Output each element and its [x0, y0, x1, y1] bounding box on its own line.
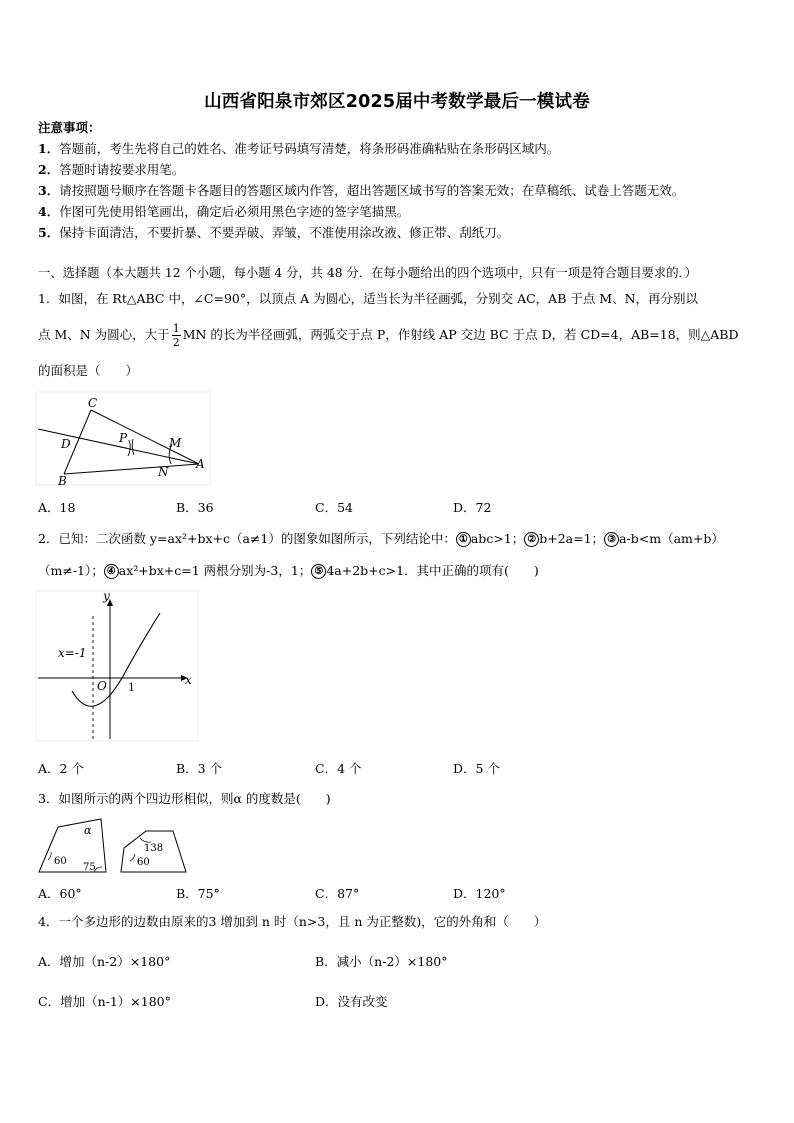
circled-number-4: ④	[104, 564, 119, 579]
notice-num: 4．	[38, 204, 60, 219]
label-p: P	[119, 431, 128, 445]
notice-heading: 注意事项：	[38, 120, 101, 135]
notice-text: 请按照题号顺序在答题卡各题目的答题区域内作答，超出答题区域书写的答案无效；在草稿纸、试卷上答题无效。	[59, 183, 685, 198]
q1-text-a: 点 M、N 为圆心，大于	[38, 327, 170, 342]
notice-item-3	[38, 183, 684, 199]
quadrilateral-1	[39, 819, 106, 872]
label-a: A	[196, 457, 205, 471]
notice-item-5	[38, 225, 509, 241]
q2-conclusion-5: 4a+2b+c>1．其中正确的项有( )	[326, 563, 539, 578]
notice-text: 保持卡面清洁，不要折暴、不要弄破、弄皱，不准使用涂改液、修正带、刮纸刀。	[59, 225, 510, 240]
label-angle-75: 75	[83, 862, 96, 873]
q1-text-b: MN 的长为半径画弧，两弧交于点 P，作射线 AP 交边 BC 于点 D，若 CD=4，AB=18，则△ABD	[182, 327, 739, 342]
q2-option-c[interactable]: C．4 个	[315, 761, 362, 776]
label-x: x	[185, 673, 192, 687]
notice-num: 2．	[38, 162, 60, 177]
circled-number-5: ⑤	[311, 564, 326, 579]
fraction-numerator: 1	[172, 322, 180, 335]
q1-triangle-figure	[36, 392, 211, 487]
q2-parabola-figure	[36, 591, 201, 743]
label-angle-60-b: 60	[137, 857, 150, 868]
label-alpha: α	[84, 824, 92, 837]
circled-number-1: ①	[456, 532, 471, 547]
q1-option-d[interactable]: D．72	[453, 500, 492, 515]
q2-conclusion-3: a-b<m（am+b）	[619, 531, 724, 546]
angle-mark-138	[140, 838, 151, 842]
q2-conclusion-4: ax²+bx+c=1 两根分别为-3，1；	[118, 563, 312, 578]
label-b: B	[58, 474, 67, 488]
label-n: N	[158, 465, 169, 479]
notice-num: 5．	[38, 225, 60, 240]
page-title: 山西省阳泉市郊区2025届中考数学最后一模试卷	[204, 92, 590, 112]
q1-option-a[interactable]: A．18	[38, 500, 76, 515]
q3-quadrilaterals-figure	[36, 816, 196, 878]
q1-option-b[interactable]: B．36	[176, 500, 214, 515]
label-axis-equation: x=-1	[58, 646, 87, 660]
q4-line-1: 4．一个多边形的边数由原来的3 增加到 n 时（n>3，且 n 为正整数)，它的外角和（ ）	[38, 914, 547, 929]
notice-num: 3．	[38, 183, 60, 198]
angle-mark-60-a	[48, 852, 51, 860]
q2-option-b[interactable]: B．3 个	[176, 761, 223, 776]
q1-fraction	[172, 322, 181, 349]
q1-line-3: 的面积是（ ）	[38, 363, 139, 378]
q4-option-b[interactable]: B．减小（n-2）×180°	[315, 954, 448, 969]
label-origin: O	[97, 679, 107, 693]
fraction-denominator: 2	[172, 336, 180, 349]
notice-text: 答题前，考生先将自己的姓名、准考证号码填写清楚，将条形码准确粘贴在条形码区域内。	[59, 141, 560, 156]
q2-text-a: 2．已知：二次函数 y=ax²+bx+c（a≠1）的图象如图所示，下列结论中：	[38, 531, 456, 546]
q2-line-2	[38, 563, 539, 579]
section-heading: 一、选择题（本大题共 12 个小题，每小题 4 分，共 48 分．在每小题给出的四个选项中，只有一项是符合题目要求的．）	[38, 266, 697, 280]
q4-option-d[interactable]: D．没有改变	[315, 994, 388, 1009]
q2-conclusion-1: abc>1；	[470, 531, 525, 546]
label-angle-138: 138	[144, 843, 164, 854]
q3-option-a[interactable]: A．60°	[38, 886, 82, 901]
q4-option-c[interactable]: C．增加（n-1）×180°	[38, 994, 171, 1009]
circled-number-2: ②	[524, 532, 539, 547]
q3-option-b[interactable]: B．75°	[176, 886, 220, 901]
q3-option-c[interactable]: C．87°	[315, 886, 360, 901]
q2-option-d[interactable]: D．5 个	[453, 761, 500, 776]
q2-text-b: （m≠-1）；	[38, 563, 104, 578]
label-d: D	[61, 437, 71, 451]
angle-mark-60-b	[130, 854, 135, 861]
q3-option-d[interactable]: D．120°	[453, 886, 506, 901]
q4-option-a[interactable]: A．增加（n-2）×180°	[38, 954, 171, 969]
q2-line-1	[38, 531, 724, 547]
label-m: M	[169, 436, 182, 450]
notice-num: 1．	[38, 141, 60, 156]
notice-text: 作图可先使用铅笔画出，确定后必须用黑色字迹的签字笔描黑。	[59, 204, 410, 219]
q3-line-1: 3．如图所示的两个四边形相似，则α 的度数是( )	[38, 791, 331, 806]
label-y: y	[103, 589, 110, 603]
notice-item-4	[38, 204, 409, 220]
label-one: 1	[128, 681, 135, 694]
label-c: C	[88, 396, 98, 410]
notice-text: 答题时请按要求用笔。	[59, 162, 185, 177]
q2-option-a[interactable]: A．2 个	[38, 761, 84, 776]
notice-item-2	[38, 162, 184, 178]
q1-line-1: 1．如图，在 Rt△ABC 中，∠C=90°，以顶点 A 为圆心，适当长为半径画弧，分别交 AC，AB 于点 M、N，再分别以	[38, 291, 699, 306]
circled-number-3: ③	[604, 532, 619, 547]
q1-line-2	[38, 317, 739, 353]
notice-item-1	[38, 141, 559, 157]
q1-option-c[interactable]: C．54	[315, 500, 353, 515]
q2-conclusion-2: b+2a=1；	[539, 531, 605, 546]
label-angle-60-a: 60	[54, 856, 67, 867]
figure-frame	[36, 591, 198, 741]
